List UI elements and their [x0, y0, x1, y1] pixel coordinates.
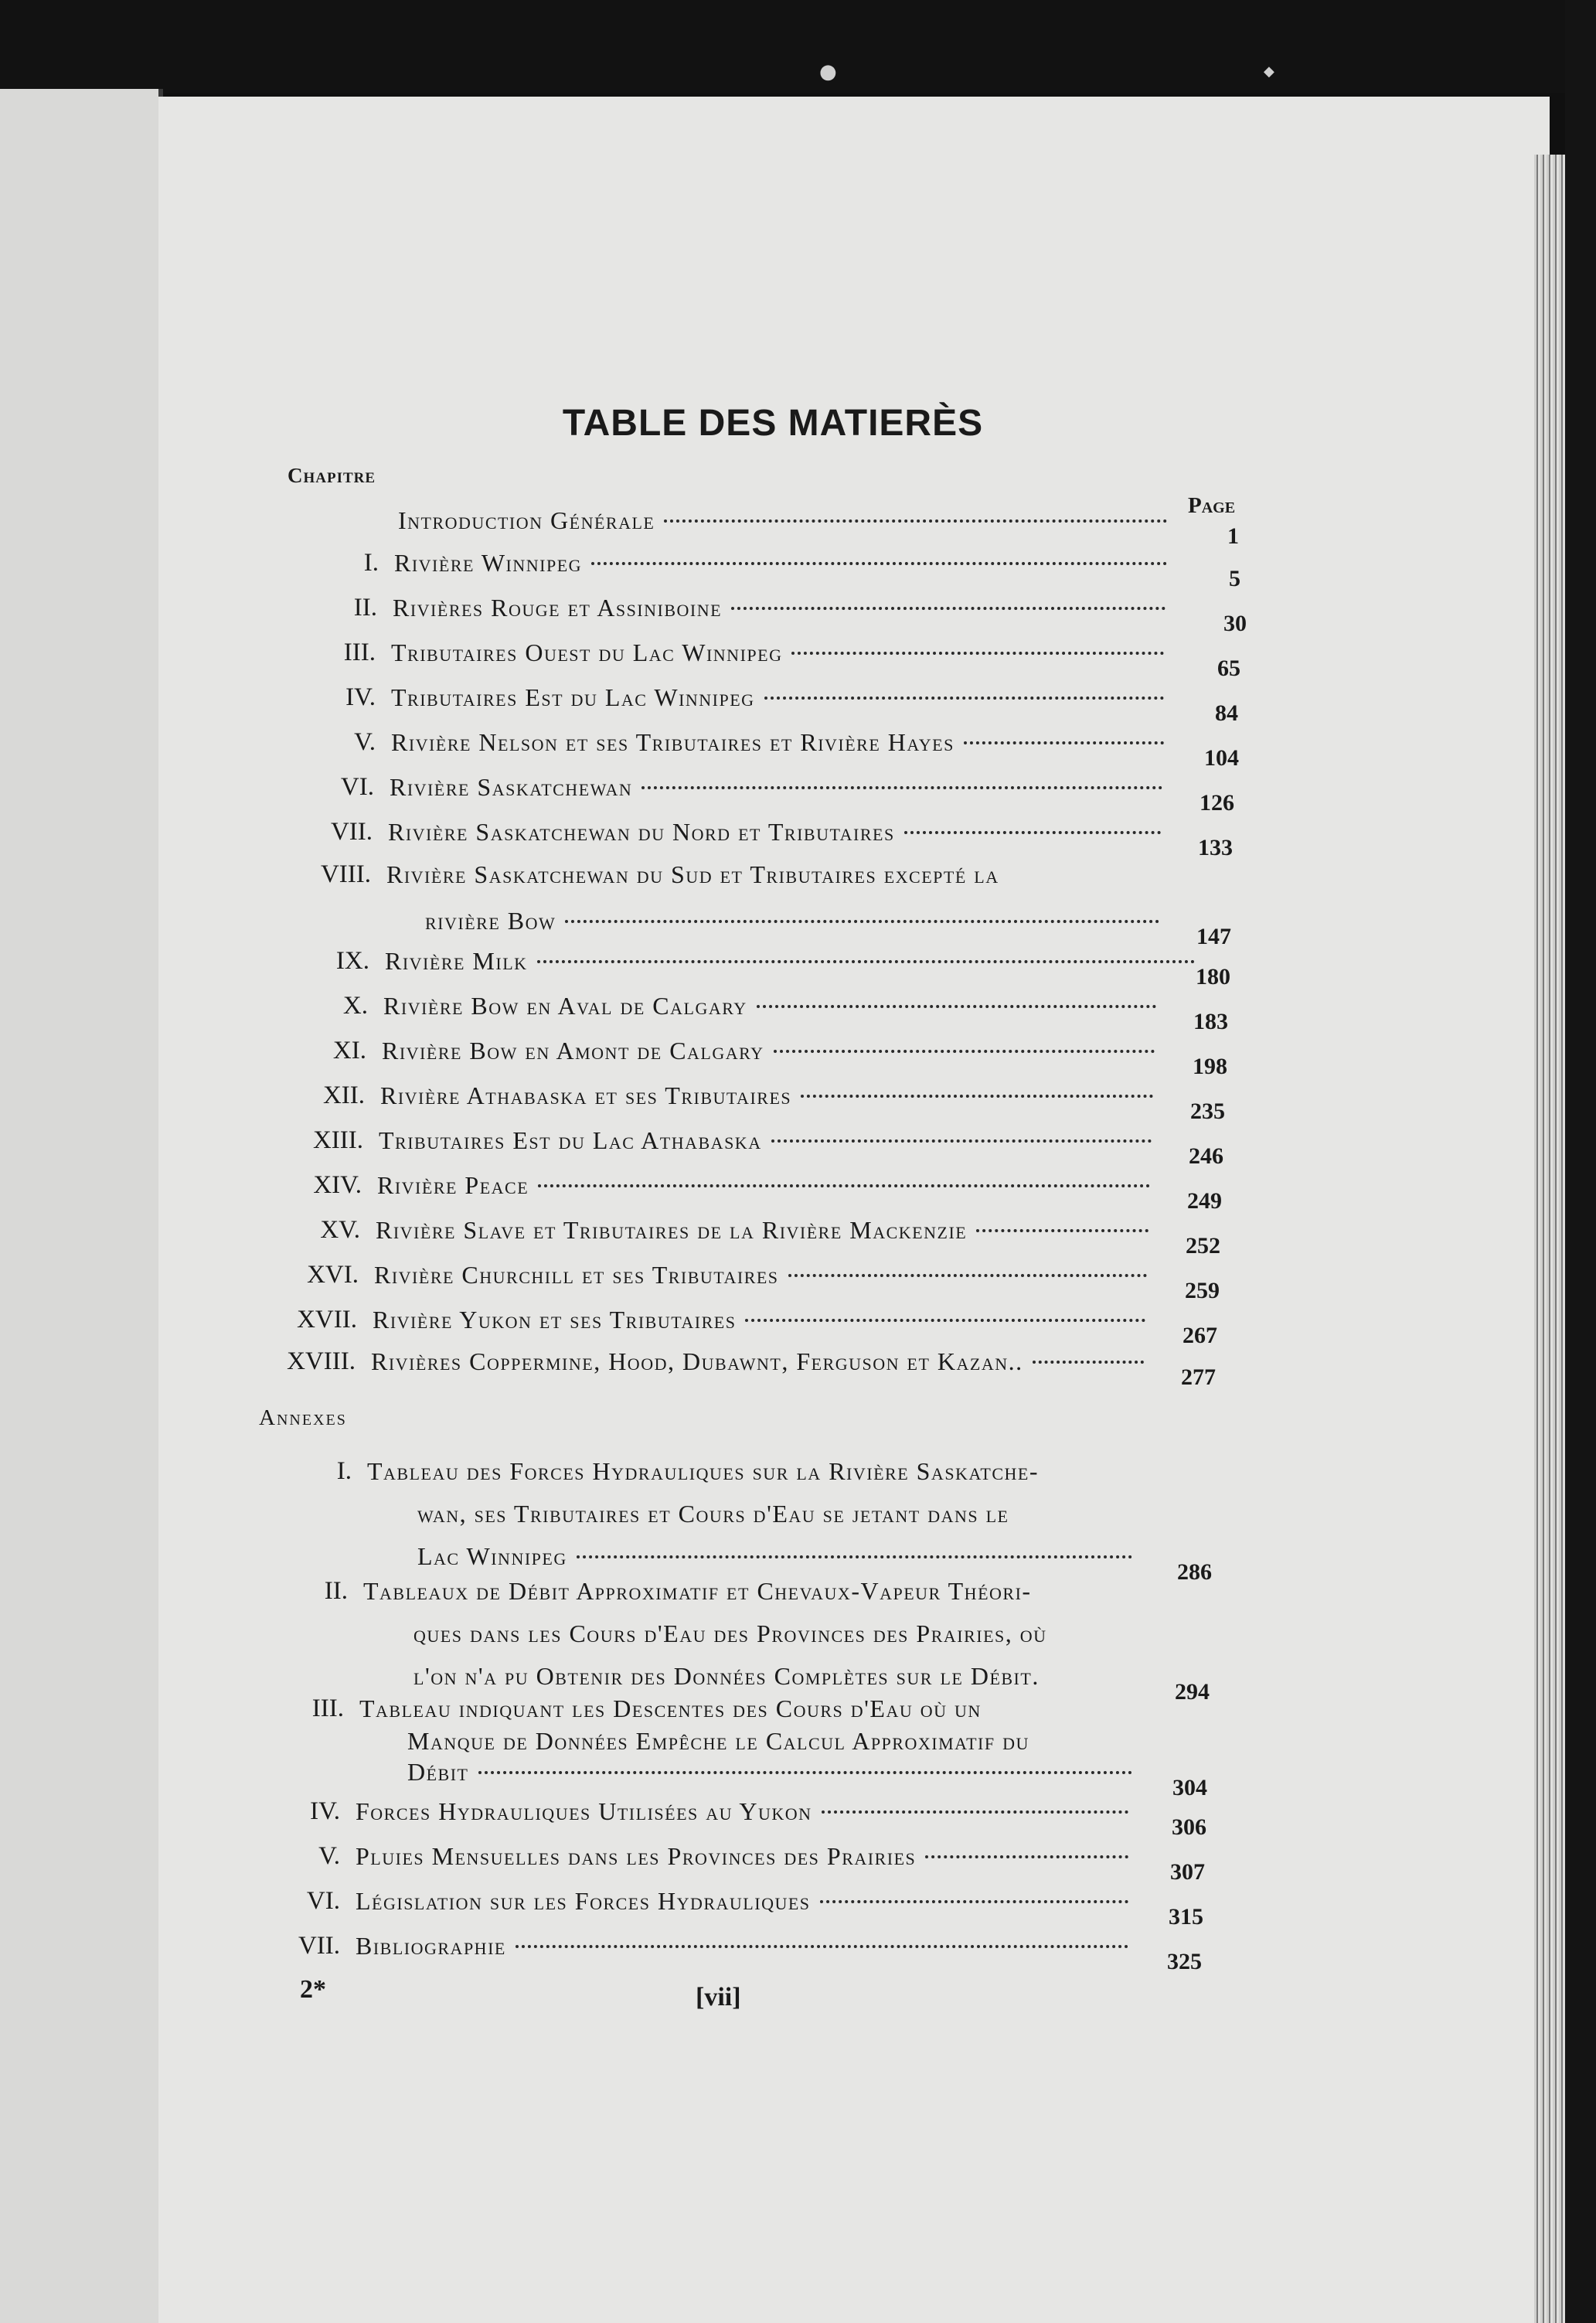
entry-number: I.: [336, 1457, 352, 1485]
entry-page-number: 259: [1185, 1278, 1220, 1303]
dot-leader: [964, 741, 1164, 744]
toc-chapter-entry: [320, 860, 1231, 949]
entry-page-number: 198: [1193, 1054, 1227, 1079]
entry-number: X.: [342, 992, 368, 1020]
entry-title: Tableau indiquant les Descentes des Cours d'Eau où un: [359, 1695, 982, 1722]
entry-title: Rivière Yukon et ses Tributaires: [373, 1306, 737, 1334]
entry-title: Rivière Churchill et ses Tributaires: [374, 1261, 779, 1289]
entry-title-continuation: Débit: [407, 1758, 469, 1786]
entry-title-continuation: Manque de Données Empêche le Calcul Approximatif du: [407, 1727, 1029, 1755]
dot-leader: [591, 562, 1167, 565]
chapter-column-label: Chapitre: [288, 464, 376, 487]
toc-annex-entry: [318, 1842, 1205, 1889]
scan-artifact: ◆: [1264, 63, 1274, 80]
toc-annex-entry: [298, 1932, 1202, 1978]
dot-leader: [577, 1555, 1132, 1558]
entry-number: VII.: [330, 818, 373, 846]
entry-title: Rivière Bow en Amont de Calgary: [382, 1037, 764, 1064]
entry-page-number: 235: [1190, 1098, 1225, 1124]
toc-chapter-entry: [332, 1037, 1227, 1083]
toc-chapter-entry: [320, 1216, 1220, 1262]
entry-number: III.: [311, 1695, 344, 1722]
toc-chapter-entry: [354, 728, 1239, 775]
facing-page-edge: [0, 89, 163, 2323]
toc-chapter-entry: [345, 683, 1238, 730]
entry-page-number: 294: [1175, 1679, 1210, 1705]
entry-number: IV.: [310, 1797, 340, 1825]
entry-title: Tributaires Est du Lac Winnipeg: [391, 683, 755, 711]
dot-leader: [745, 1319, 1145, 1322]
entry-title: Rivière Saskatchewan: [390, 773, 633, 801]
entry-page-number: 304: [1172, 1775, 1207, 1800]
annexes-label: Annexes: [259, 1405, 347, 1430]
entry-title: Rivière Athabaska et ses Tributaires: [380, 1081, 792, 1109]
page-column-label: Page: [1188, 493, 1236, 518]
entry-number: XIV.: [313, 1171, 362, 1199]
entry-title: Rivière Saskatchewan du Nord et Tributaires: [388, 818, 895, 846]
entry-page-number: 315: [1169, 1904, 1203, 1930]
entry-title-continuation: rivière Bow: [425, 907, 556, 935]
entry-page-number: 126: [1200, 790, 1234, 816]
entry-page-number: 84: [1215, 700, 1238, 726]
dot-leader: [1033, 1361, 1144, 1364]
dot-leader: [904, 831, 1161, 834]
entry-number: VII.: [298, 1932, 340, 1960]
entry-page-number: 306: [1172, 1814, 1206, 1840]
entry-title: Rivière Saskatchewan du Sud et Tributaires excepté la: [386, 860, 999, 888]
entry-page-number: 183: [1193, 1009, 1228, 1034]
entry-title: Tributaires Ouest du Lac Winnipeg: [391, 639, 783, 666]
page-number: [vii]: [696, 1983, 741, 2011]
entry-number: XVI.: [307, 1261, 359, 1289]
entry-title: Rivière Winnipeg: [394, 549, 583, 577]
entry-title: Rivière Peace: [377, 1171, 529, 1199]
entry-page-number: 30: [1223, 611, 1247, 636]
entry-page-number: 286: [1177, 1559, 1212, 1585]
entry-title-continuation: ques dans les Cours d'Eau des Provinces des Prairies, où: [413, 1620, 1047, 1647]
entry-number: XIII.: [312, 1126, 363, 1154]
dot-leader: [757, 1005, 1156, 1008]
entry-page-number: 246: [1189, 1143, 1223, 1169]
entry-title-continuation: l'on n'a pu Obtenir des Données Complètes sur le Débit.: [413, 1662, 1040, 1690]
entry-title: Introduction Générale: [398, 506, 655, 534]
toc-chapter-entry: [307, 1261, 1220, 1307]
entry-page-number: 249: [1187, 1188, 1222, 1214]
scan-right-border: [1565, 0, 1596, 2323]
entry-number: VI.: [340, 773, 374, 801]
entry-title: Forces Hydrauliques Utilisées au Yukon: [356, 1797, 812, 1825]
entry-title: Rivière Milk: [385, 947, 528, 975]
entry-title: Rivière Nelson et ses Tributaires et Rivière Hayes: [391, 728, 955, 756]
scan-artifact: ●: [819, 60, 837, 83]
entry-number: VIII.: [320, 860, 371, 888]
toc-chapter-entry: [330, 818, 1233, 864]
entry-title-continuation: wan, ses Tributaires et Cours d'Eau se jetant dans le: [417, 1500, 1009, 1528]
toc-chapter-entry: [398, 506, 1239, 553]
entry-number: XVIII.: [287, 1347, 356, 1375]
dot-leader: [788, 1274, 1147, 1277]
toc-annex-entry: [310, 1797, 1206, 1844]
entry-title: Rivière Slave et Tributaires de la Rivière Mackenzie: [376, 1216, 968, 1244]
dot-leader: [976, 1229, 1149, 1232]
dot-leader: [771, 1139, 1152, 1143]
dot-leader: [537, 960, 1195, 963]
entry-title: Rivières Coppermine, Hood, Dubawnt, Ferguson et Kazan..: [371, 1347, 1023, 1375]
entry-number: XV.: [320, 1216, 360, 1244]
entry-title: Rivières Rouge et Assiniboine: [393, 594, 723, 622]
entry-page-number: 1: [1227, 523, 1239, 549]
toc-chapter-entry: [335, 947, 1230, 993]
entry-title: Bibliographie: [356, 1932, 506, 1960]
dot-leader: [641, 786, 1162, 789]
toc-chapter-entry: [353, 594, 1247, 640]
signature-mark: 2*: [300, 1975, 326, 2004]
toc-chapter-entry: [287, 1347, 1216, 1394]
entry-page-number: 252: [1186, 1233, 1220, 1259]
entry-title: Tableaux de Débit Approximatif et Chevaux-Vapeur Théori-: [363, 1577, 1032, 1605]
toc-chapter-entry: [322, 1081, 1225, 1128]
scan-top-border: [0, 0, 1596, 93]
toc-annex-entry: [306, 1887, 1203, 1933]
entry-page-number: 307: [1170, 1859, 1205, 1885]
toc-chapter-entry: [342, 992, 1228, 1038]
entry-number: II.: [353, 594, 377, 622]
entry-page-number: 5: [1229, 566, 1240, 591]
entry-number: XI.: [332, 1037, 366, 1064]
entry-number: XVII.: [297, 1306, 357, 1334]
entry-title: Rivière Bow en Aval de Calgary: [383, 992, 747, 1020]
entry-title: Pluies Mensuelles dans les Provinces des Prairies: [356, 1842, 917, 1870]
entry-page-number: 133: [1198, 835, 1233, 860]
entry-number: III.: [343, 639, 376, 666]
toc-annex-entry: [324, 1577, 1210, 1705]
entry-title-continuation: Lac Winnipeg: [417, 1542, 567, 1570]
toc-chapter-entry: [312, 1126, 1223, 1173]
page-stack-edge: [1534, 155, 1565, 2323]
toc-chapter-entry: [297, 1306, 1217, 1352]
entry-number: IX.: [335, 947, 369, 975]
dot-leader: [731, 607, 1166, 610]
dot-leader: [774, 1050, 1155, 1053]
entry-page-number: 277: [1181, 1364, 1216, 1390]
entry-number: II.: [324, 1577, 348, 1605]
entry-page-number: 65: [1217, 656, 1240, 681]
toc-chapter-entry: [340, 773, 1234, 819]
entry-page-number: 267: [1183, 1323, 1217, 1348]
entry-number: V.: [354, 728, 376, 756]
page-title: TABLE DES MATIERÈS: [562, 403, 984, 444]
dot-leader: [801, 1095, 1153, 1098]
entry-number: V.: [318, 1842, 340, 1870]
dot-leader: [925, 1855, 1128, 1858]
entry-title: Législation sur les Forces Hydrauliques: [356, 1887, 811, 1915]
entry-page-number: 180: [1196, 964, 1230, 989]
entry-number: VI.: [306, 1887, 340, 1915]
dot-leader: [822, 1810, 1129, 1814]
entry-page-number: 104: [1204, 745, 1239, 771]
dot-leader: [664, 519, 1167, 523]
dot-leader: [820, 1900, 1128, 1903]
dot-leader: [764, 697, 1164, 700]
dot-leader: [538, 1184, 1150, 1187]
entry-number: IV.: [345, 683, 376, 711]
entry-number: I.: [363, 549, 379, 577]
dot-leader: [791, 652, 1164, 655]
toc-chapter-entry: [343, 639, 1240, 685]
entry-number: XII.: [322, 1081, 365, 1109]
entry-page-number: 325: [1167, 1949, 1202, 1974]
toc-annex-entry: [336, 1457, 1212, 1585]
toc-annex-entry: [311, 1695, 1207, 1800]
dot-leader: [478, 1771, 1133, 1774]
entry-page-number: 147: [1196, 924, 1231, 949]
dot-leader: [516, 1945, 1128, 1948]
dot-leader: [565, 920, 1159, 923]
entry-title: Tributaires Est du Lac Athabaska: [379, 1126, 762, 1154]
toc-chapter-entry: [363, 549, 1240, 595]
toc-chapter-entry: [313, 1171, 1222, 1218]
entry-title: Tableau des Forces Hydrauliques sur la Rivière Saskatche-: [367, 1457, 1039, 1485]
